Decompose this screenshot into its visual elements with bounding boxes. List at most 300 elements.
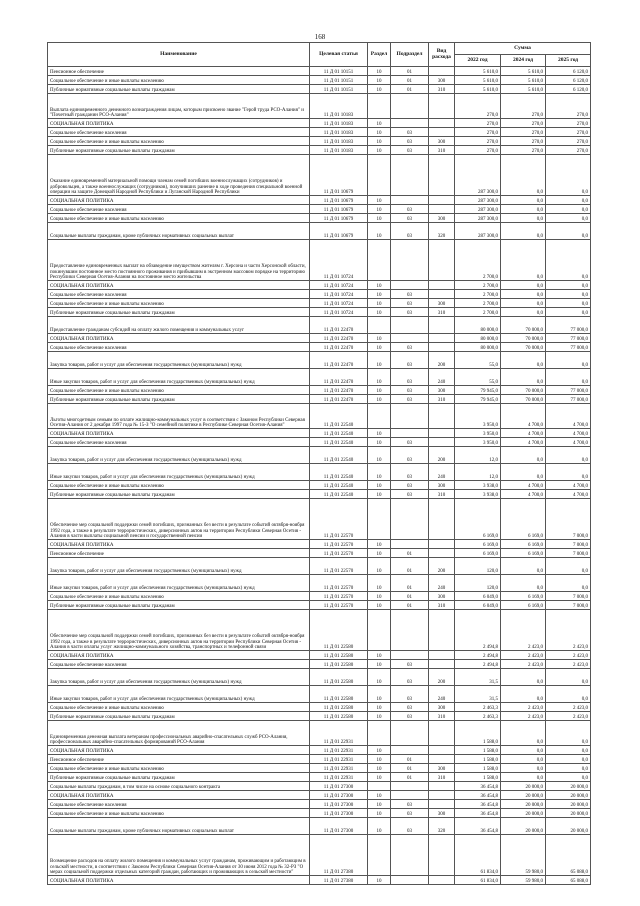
cell-expense-type: 310 [429, 773, 455, 782]
cell-amount-2022: 1 588,0 [455, 773, 501, 782]
cell-amount-2025: 6 120,0 [546, 85, 591, 94]
cell-subsection [391, 155, 429, 196]
cell-section: 10 [368, 660, 391, 669]
cell-section: 10 [368, 592, 391, 601]
cell-section: 10 [368, 429, 391, 438]
cell-target: 11 Д 01 22470 [310, 352, 368, 369]
cell-amount-2022: 1 588,0 [455, 746, 501, 755]
cell-expense-type: 310 [429, 146, 455, 155]
table-row [48, 308, 591, 317]
cell-target: 11 Д 01 22580 [310, 703, 368, 712]
cell-expense-type: 300 [429, 481, 455, 490]
cell-subsection: 01 [391, 764, 429, 773]
cell-amount-2024: 2 423,0 [501, 610, 546, 651]
cell-section: 10 [368, 334, 391, 343]
table-row [48, 205, 591, 214]
table-row [48, 214, 591, 223]
cell-name: Выплата единовременного денежного вознаграждения лицам, которым присвоено звание "Герой труда РСО-Алания" и "Почетный гражданин РСО-Алания" [48, 94, 310, 119]
cell-section: 10 [368, 447, 391, 464]
cell-amount-2022: 3 950,0 [455, 438, 501, 447]
cell-name: СОЦИАЛЬНАЯ ПОЛИТИКА [48, 746, 310, 755]
cell-subsection: 03 [391, 490, 429, 499]
cell-amount-2025: 20 000,0 [546, 782, 591, 791]
cell-amount-2022: 2 700,0 [455, 281, 501, 290]
table-row [48, 575, 591, 592]
cell-target: 11 Д 01 10679 [310, 205, 368, 214]
cell-section: 10 [368, 214, 391, 223]
cell-section: 10 [368, 352, 391, 369]
table-row [48, 703, 591, 712]
cell-amount-2025: 7 000,0 [546, 592, 591, 601]
cell-amount-2022: 61 834,0 [455, 876, 501, 885]
cell-subsection: 01 [391, 575, 429, 592]
cell-section: 10 [368, 205, 391, 214]
cell-name: СОЦИАЛЬНАЯ ПОЛИТИКА [48, 651, 310, 660]
cell-amount-2024: 0,0 [501, 196, 546, 205]
cell-section: 10 [368, 558, 391, 575]
table-row [48, 438, 591, 447]
cell-name: СОЦИАЛЬНАЯ ПОЛИТИКА [48, 791, 310, 800]
cell-target: 11 Д 01 27380 [310, 876, 368, 885]
cell-amount-2022: 36 454,8 [455, 809, 501, 818]
cell-amount-2024: 4 700,0 [501, 481, 546, 490]
cell-amount-2025: 0,0 [546, 746, 591, 755]
cell-target: 11 Д 01 10183 [310, 137, 368, 146]
cell-expense-type: 200 [429, 352, 455, 369]
cell-target: 11 Д 01 22931 [310, 755, 368, 764]
cell-section: 10 [368, 746, 391, 755]
cell-amount-2024: 0,0 [501, 764, 546, 773]
cell-target: 11 Д 01 22580 [310, 669, 368, 686]
cell-amount-2025: 270,0 [546, 119, 591, 128]
cell-amount-2022: 55,0 [455, 352, 501, 369]
cell-amount-2024: 5 610,0 [501, 76, 546, 85]
table-header [48, 43, 591, 67]
cell-expense-type [429, 67, 455, 76]
cell-amount-2024: 270,0 [501, 146, 546, 155]
cell-target: 11 Д 01 22570 [310, 499, 368, 540]
cell-amount-2022: 6 169,0 [455, 540, 501, 549]
cell-amount-2022: 2 700,0 [455, 290, 501, 299]
cell-name: Социальное обеспечение и иные выплаты населению [48, 386, 310, 395]
cell-section: 10 [368, 196, 391, 205]
cell-amount-2025: 0,0 [546, 352, 591, 369]
table-row [48, 540, 591, 549]
cell-name: Предоставление гражданам субсидий на оплату жилого помещения и коммунальных услуг [48, 317, 310, 334]
cell-subsection [391, 876, 429, 885]
cell-amount-2022: 36 454,8 [455, 800, 501, 809]
cell-section [368, 240, 391, 281]
cell-subsection: 01 [391, 85, 429, 94]
cell-name: Социальное обеспечение населения [48, 128, 310, 137]
cell-expense-type [429, 835, 455, 876]
cell-amount-2022: 287 300,0 [455, 223, 501, 240]
cell-expense-type [429, 317, 455, 334]
cell-section: 10 [368, 686, 391, 703]
cell-amount-2022: 270,0 [455, 137, 501, 146]
cell-amount-2024: 20 000,0 [501, 809, 546, 818]
cell-target: 11 Д 01 22570 [310, 558, 368, 575]
cell-subsection [391, 240, 429, 281]
cell-name: Социальное обеспечение населения [48, 800, 310, 809]
cell-amount-2024: 70 000,0 [501, 343, 546, 352]
header-year-2025: 2025 год [546, 55, 591, 67]
table-row [48, 773, 591, 782]
cell-subsection [391, 499, 429, 540]
cell-name: Оказание единовременной материальной помощи членам семей погибших военнослужащих (сотрудников) и добровольцев, а также военнослужащих (сотрудников), получивших ранение в ходе проведения специальной военной операции на защите Донецкой Народной Республики и Луганской Народной Республики [48, 155, 310, 196]
table-row [48, 137, 591, 146]
cell-amount-2022: 1 588,0 [455, 755, 501, 764]
cell-expense-type: 300 [429, 764, 455, 773]
cell-expense-type: 300 [429, 386, 455, 395]
cell-amount-2024: 70 000,0 [501, 386, 546, 395]
cell-section [368, 499, 391, 540]
cell-target: 11 Д 01 10724 [310, 299, 368, 308]
cell-amount-2025: 77 000,0 [546, 317, 591, 334]
cell-amount-2022: 120,0 [455, 575, 501, 592]
table-row [48, 464, 591, 481]
cell-expense-type: 200 [429, 558, 455, 575]
cell-name: Закупка товаров, работ и услуг для обеспечения государственных (муниципальных) нужд [48, 352, 310, 369]
cell-expense-type [429, 540, 455, 549]
cell-section: 10 [368, 438, 391, 447]
cell-expense-type: 240 [429, 686, 455, 703]
cell-amount-2022: 270,0 [455, 146, 501, 155]
table-row [48, 146, 591, 155]
cell-section [368, 721, 391, 746]
cell-amount-2025: 0,0 [546, 240, 591, 281]
cell-target: 11 Д 01 22540 [310, 429, 368, 438]
cell-name: СОЦИАЛЬНАЯ ПОЛИТИКА [48, 540, 310, 549]
table-row [48, 800, 591, 809]
cell-amount-2022: 3 938,0 [455, 490, 501, 499]
cell-section: 10 [368, 128, 391, 137]
cell-name: Публичные нормативные социальные выплаты гражданам [48, 773, 310, 782]
cell-name: Публичные нормативные социальные выплаты гражданам [48, 146, 310, 155]
table-row [48, 119, 591, 128]
cell-subsection: 03 [391, 395, 429, 404]
cell-name: Социальное обеспечение и иные выплаты населению [48, 703, 310, 712]
cell-amount-2024: 0,0 [501, 299, 546, 308]
cell-amount-2022: 3 938,0 [455, 481, 501, 490]
cell-name: СОЦИАЛЬНАЯ ПОЛИТИКА [48, 876, 310, 885]
cell-name: Социальное обеспечение и иные выплаты населению [48, 76, 310, 85]
cell-expense-type: 310 [429, 601, 455, 610]
cell-amount-2024: 4 700,0 [501, 490, 546, 499]
cell-name: Закупка товаров, работ и услуг для обеспечения государственных (муниципальных) нужд [48, 558, 310, 575]
cell-amount-2024: 4 700,0 [501, 438, 546, 447]
cell-amount-2024: 0,0 [501, 755, 546, 764]
cell-amount-2025: 0,0 [546, 686, 591, 703]
table-row [48, 601, 591, 610]
cell-section [368, 155, 391, 196]
table-row [48, 818, 591, 835]
cell-subsection: 03 [391, 818, 429, 835]
cell-amount-2025: 0,0 [546, 764, 591, 773]
cell-subsection: 03 [391, 464, 429, 481]
cell-amount-2025: 0,0 [546, 290, 591, 299]
cell-amount-2022: 120,0 [455, 558, 501, 575]
cell-expense-type: 320 [429, 223, 455, 240]
cell-target: 11 Д 01 22580 [310, 651, 368, 660]
cell-section [368, 317, 391, 334]
cell-amount-2024: 6 169,0 [501, 549, 546, 558]
cell-amount-2024: 6 169,0 [501, 592, 546, 601]
cell-target: 11 Д 01 10183 [310, 94, 368, 119]
cell-target: 11 Д 01 22470 [310, 369, 368, 386]
cell-amount-2022: 287 300,0 [455, 155, 501, 196]
cell-amount-2025: 2 423,0 [546, 660, 591, 669]
cell-section: 10 [368, 703, 391, 712]
header-year-2022: 2022 год [455, 55, 501, 67]
cell-expense-type: 200 [429, 447, 455, 464]
cell-expense-type: 310 [429, 308, 455, 317]
cell-target: 11 Д 01 27300 [310, 791, 368, 800]
cell-subsection [391, 651, 429, 660]
cell-amount-2024: 2 423,0 [501, 703, 546, 712]
cell-amount-2024: 0,0 [501, 558, 546, 575]
cell-amount-2022: 2 494,8 [455, 610, 501, 651]
cell-subsection: 03 [391, 800, 429, 809]
cell-subsection [391, 119, 429, 128]
cell-amount-2025: 0,0 [546, 755, 591, 764]
cell-subsection: 01 [391, 601, 429, 610]
cell-name: Льготы многодетным семьям по оплате жилищно-коммунальных услуг в соответствии с Законом Республики Северная Осетия-Алания от 2 декабря 1997 года № 15-З "О семейной политике в Республике Северная Осетия-Алания" [48, 404, 310, 429]
cell-subsection [391, 334, 429, 343]
cell-amount-2025: 0,0 [546, 575, 591, 592]
cell-expense-type [429, 155, 455, 196]
cell-section: 10 [368, 223, 391, 240]
cell-amount-2024: 6 169,0 [501, 499, 546, 540]
cell-expense-type [429, 404, 455, 429]
cell-section: 10 [368, 343, 391, 352]
table-body [48, 67, 591, 885]
cell-target: 11 Д 01 22570 [310, 549, 368, 558]
cell-name: Социальное обеспечение и иные выплаты населению [48, 137, 310, 146]
cell-target: 11 Д 01 22931 [310, 764, 368, 773]
cell-expense-type: 320 [429, 818, 455, 835]
cell-subsection: 03 [391, 290, 429, 299]
table-row [48, 712, 591, 721]
table-row [48, 746, 591, 755]
cell-amount-2022: 1 588,0 [455, 721, 501, 746]
cell-amount-2025: 4 700,0 [546, 490, 591, 499]
cell-amount-2025: 7 000,0 [546, 499, 591, 540]
cell-amount-2025: 4 700,0 [546, 404, 591, 429]
cell-subsection: 03 [391, 686, 429, 703]
cell-amount-2022: 2 494,8 [455, 660, 501, 669]
cell-name: Возмещение расходов на оплату жилого помещения и коммунальных услуг гражданам, проживающим и работающим в сельской местности, в соответствии с Законом Республики Северная Осетия-Алания от 30 июня 2012 года № 32-РЗ "О мерах социальной поддержки отдельных категорий граждан, работающих и проживающих в сельской местности" [48, 835, 310, 876]
cell-amount-2022: 79 945,0 [455, 395, 501, 404]
cell-target: 11 Д 01 10679 [310, 155, 368, 196]
table-row [48, 223, 591, 240]
cell-subsection: 01 [391, 67, 429, 76]
cell-section: 10 [368, 876, 391, 885]
table-row [48, 669, 591, 686]
cell-amount-2022: 2 700,0 [455, 308, 501, 317]
cell-amount-2022: 287 300,0 [455, 196, 501, 205]
cell-target: 11 Д 01 22931 [310, 746, 368, 755]
cell-target: 11 Д 01 10151 [310, 76, 368, 85]
table-row [48, 386, 591, 395]
table-row [48, 281, 591, 290]
cell-expense-type [429, 800, 455, 809]
table-row [48, 94, 591, 119]
table-row [48, 809, 591, 818]
cell-subsection [391, 782, 429, 791]
cell-name: Закупка товаров, работ и услуг для обеспечения государственных (муниципальных) нужд [48, 669, 310, 686]
cell-expense-type [429, 334, 455, 343]
cell-name: Пенсионное обеспечение [48, 67, 310, 76]
cell-name: Социальное обеспечение и иные выплаты населению [48, 481, 310, 490]
cell-expense-type: 240 [429, 464, 455, 481]
cell-subsection: 03 [391, 128, 429, 137]
cell-amount-2024: 2 423,0 [501, 660, 546, 669]
cell-target: 11 Д 01 22931 [310, 721, 368, 746]
cell-subsection: 03 [391, 386, 429, 395]
cell-subsection [391, 835, 429, 876]
cell-subsection: 03 [391, 438, 429, 447]
cell-name: Единовременная денежная выплата ветеранам профессиональных аварийно-спасательных служб РСО-Алания, профессиональных аварийно-спасательных формирований РСО-Алания [48, 721, 310, 746]
cell-subsection: 03 [391, 308, 429, 317]
cell-name: Социальные выплаты гражданам, кроме публичных нормативных социальных выплат [48, 818, 310, 835]
cell-amount-2022: 3 950,0 [455, 404, 501, 429]
cell-section: 10 [368, 137, 391, 146]
cell-amount-2024: 0,0 [501, 205, 546, 214]
cell-amount-2024: 59 980,0 [501, 876, 546, 885]
table-row [48, 429, 591, 438]
cell-amount-2024: 59 980,0 [501, 835, 546, 876]
cell-name: Публичные нормативные социальные выплаты гражданам [48, 85, 310, 94]
cell-subsection: 01 [391, 773, 429, 782]
cell-subsection: 03 [391, 146, 429, 155]
cell-amount-2022: 55,0 [455, 369, 501, 386]
table-row [48, 721, 591, 746]
cell-amount-2024: 0,0 [501, 721, 546, 746]
cell-amount-2022: 2 463,3 [455, 712, 501, 721]
cell-section: 10 [368, 712, 391, 721]
cell-amount-2024: 0,0 [501, 669, 546, 686]
cell-amount-2022: 6 169,0 [455, 549, 501, 558]
cell-name: Социальное обеспечение населения [48, 438, 310, 447]
cell-expense-type [429, 438, 455, 447]
cell-subsection [391, 721, 429, 746]
cell-amount-2025: 7 000,0 [546, 540, 591, 549]
cell-section: 10 [368, 651, 391, 660]
cell-amount-2025: 0,0 [546, 308, 591, 317]
cell-amount-2025: 2 423,0 [546, 703, 591, 712]
cell-target: 11 Д 01 10724 [310, 308, 368, 317]
cell-amount-2024: 0,0 [501, 369, 546, 386]
cell-name: Иные закупки товаров, работ и услуг для обеспечения государственных (муниципальных) нужд [48, 464, 310, 481]
cell-target: 11 Д 01 22540 [310, 481, 368, 490]
cell-amount-2025: 0,0 [546, 464, 591, 481]
cell-section: 10 [368, 76, 391, 85]
cell-amount-2022: 80 000,0 [455, 343, 501, 352]
cell-name: Публичные нормативные социальные выплаты гражданам [48, 308, 310, 317]
cell-section: 10 [368, 809, 391, 818]
cell-amount-2022: 36 454,8 [455, 791, 501, 800]
cell-expense-type: 200 [429, 669, 455, 686]
cell-section: 10 [368, 549, 391, 558]
cell-subsection: 03 [391, 809, 429, 818]
cell-target: 11 Д 01 22470 [310, 343, 368, 352]
cell-section: 10 [368, 308, 391, 317]
cell-name: Предоставление единовременных выплат на обзаведение имуществом жителям г. Херсона и части Херсонской области, покинувшим постоянное место постоянного проживания и прибывшим в экстренном массовом порядке на территорию Республики Северная Осетия-Алания на постоянное место жительства [48, 240, 310, 281]
cell-name: Социальные выплаты гражданам, кроме публичных нормативных социальных выплат [48, 223, 310, 240]
cell-section: 10 [368, 146, 391, 155]
cell-amount-2025: 77 000,0 [546, 395, 591, 404]
table-row [48, 447, 591, 464]
cell-section: 10 [368, 369, 391, 386]
cell-name: СОЦИАЛЬНАЯ ПОЛИТИКА [48, 281, 310, 290]
cell-amount-2025: 0,0 [546, 669, 591, 686]
cell-subsection: 03 [391, 137, 429, 146]
cell-amount-2022: 31,5 [455, 669, 501, 686]
cell-section: 10 [368, 490, 391, 499]
cell-amount-2024: 20 000,0 [501, 800, 546, 809]
cell-target: 11 Д 01 27380 [310, 835, 368, 876]
cell-expense-type [429, 290, 455, 299]
cell-amount-2025: 0,0 [546, 299, 591, 308]
cell-subsection [391, 196, 429, 205]
cell-amount-2025: 0,0 [546, 281, 591, 290]
cell-target: 11 Д 01 22540 [310, 447, 368, 464]
cell-amount-2025: 77 000,0 [546, 334, 591, 343]
cell-amount-2024: 0,0 [501, 240, 546, 281]
cell-expense-type: 310 [429, 85, 455, 94]
cell-name: Социальные выплаты гражданам, в том числе на основе социального контракта [48, 782, 310, 791]
table-row [48, 317, 591, 334]
cell-expense-type [429, 782, 455, 791]
cell-name: Социальное обеспечение населения [48, 660, 310, 669]
table-row [48, 352, 591, 369]
cell-subsection [391, 404, 429, 429]
cell-section: 10 [368, 773, 391, 782]
cell-section: 10 [368, 575, 391, 592]
cell-expense-type [429, 205, 455, 214]
cell-target: 11 Д 01 22470 [310, 395, 368, 404]
cell-section: 10 [368, 800, 391, 809]
cell-name: Пенсионное обеспечение [48, 755, 310, 764]
table-row [48, 67, 591, 76]
cell-expense-type [429, 755, 455, 764]
cell-amount-2024: 20 000,0 [501, 782, 546, 791]
cell-target: 11 Д 01 22580 [310, 660, 368, 669]
cell-name: Социальное обеспечение и иные выплаты населению [48, 299, 310, 308]
cell-subsection [391, 540, 429, 549]
cell-amount-2025: 0,0 [546, 558, 591, 575]
budget-table [47, 42, 591, 885]
cell-amount-2024: 0,0 [501, 773, 546, 782]
table-row [48, 835, 591, 876]
cell-section: 10 [368, 540, 391, 549]
header-expense-type: Вид расхода [429, 43, 455, 67]
header-year-2024: 2024 год [501, 55, 546, 67]
cell-target: 11 Д 01 22570 [310, 601, 368, 610]
cell-section [368, 94, 391, 119]
cell-name: Обеспечение мер социальной поддержки семей погибших, признанных без вести в результате событий октября-ноября 1992 года, а также в результате террористических, диверсионных актов на территории Республики Северная Осетия - Алания в части выплаты социальной пенсии и государственной пенсии [48, 499, 310, 540]
cell-amount-2025: 65 088,0 [546, 876, 591, 885]
table-row [48, 290, 591, 299]
cell-name: Иные закупки товаров, работ и услуг для обеспечения государственных (муниципальных) нужд [48, 686, 310, 703]
cell-amount-2025: 65 088,0 [546, 835, 591, 876]
cell-amount-2025: 0,0 [546, 447, 591, 464]
cell-target: 11 Д 01 10724 [310, 240, 368, 281]
cell-amount-2025: 2 423,0 [546, 651, 591, 660]
cell-amount-2022: 270,0 [455, 119, 501, 128]
cell-subsection: 03 [391, 214, 429, 223]
